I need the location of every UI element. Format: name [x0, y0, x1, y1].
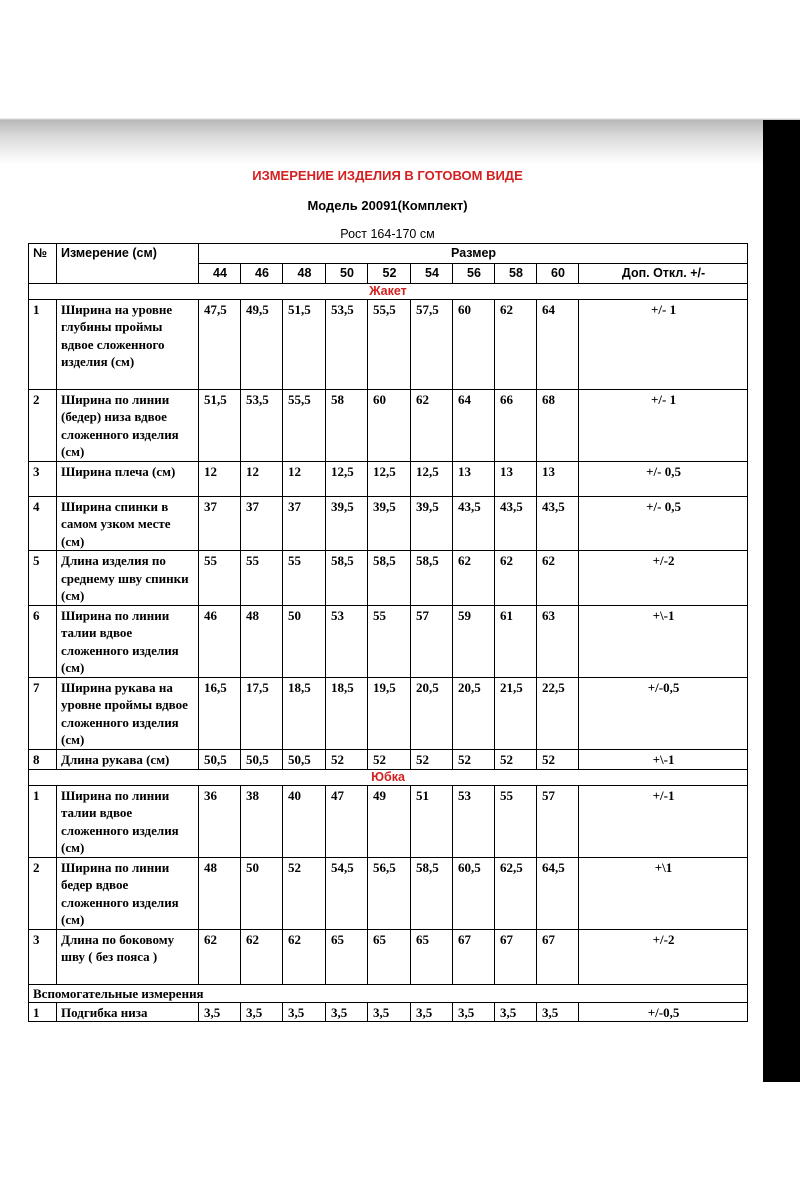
value-cell-56: 43,5 [453, 496, 495, 551]
tolerance-cell: +\-1 [579, 749, 748, 769]
value-cell-56: 53 [453, 785, 495, 857]
value-cell-54: 58,5 [411, 551, 453, 606]
tolerance-cell: +/-1 [579, 785, 748, 857]
tolerance-cell: +/-2 [579, 551, 748, 606]
value-cell-50: 54,5 [326, 857, 368, 929]
value-cell-48: 12 [283, 461, 326, 496]
value-cell-60: 67 [537, 929, 579, 984]
value-cell-58: 62,5 [495, 857, 537, 929]
value-cell-60: 64 [537, 299, 579, 389]
value-cell-54: 12,5 [411, 461, 453, 496]
value-cell-50: 53,5 [326, 299, 368, 389]
value-cell-50: 12,5 [326, 461, 368, 496]
value-cell-56: 59 [453, 605, 495, 677]
value-cell-50: 3,5 [326, 1002, 368, 1022]
value-cell-50: 18,5 [326, 677, 368, 749]
value-cell-44: 55 [199, 551, 241, 606]
value-cell-60: 13 [537, 461, 579, 496]
top-shadow [0, 0, 800, 165]
value-cell-58: 3,5 [495, 1002, 537, 1022]
measure-label: Ширина по линии талии вдвое сложенного изделия (см) [57, 605, 199, 677]
value-cell-46: 55 [241, 551, 283, 606]
value-cell-60: 57 [537, 785, 579, 857]
measure-label: Подгибка низа [57, 1002, 199, 1022]
value-cell-52: 55,5 [368, 299, 411, 389]
value-cell-60: 63 [537, 605, 579, 677]
size-header-50: 50 [326, 263, 368, 283]
row-number: 5 [29, 551, 57, 606]
table-row [29, 785, 748, 857]
col-no-header: № [29, 244, 57, 284]
measure-label: Ширина рукава на уровне проймы вдвое сложенного изделия (см) [57, 677, 199, 749]
model-label: Модель 20091(Комплект) [307, 198, 468, 213]
value-cell-60: 52 [537, 749, 579, 769]
value-cell-54: 65 [411, 929, 453, 984]
table-row [29, 299, 748, 389]
measure-label: Ширина по линии талии вдвое сложенного изделия (см) [57, 785, 199, 857]
value-cell-48: 50,5 [283, 749, 326, 769]
value-cell-44: 51,5 [199, 389, 241, 461]
value-cell-54: 58,5 [411, 857, 453, 929]
value-cell-50: 53 [326, 605, 368, 677]
size-header-58: 58 [495, 263, 537, 283]
value-cell-58: 52 [495, 749, 537, 769]
value-cell-52: 3,5 [368, 1002, 411, 1022]
col-measure-header: Измерение (см) [57, 244, 199, 284]
value-cell-56: 60 [453, 299, 495, 389]
value-cell-58: 21,5 [495, 677, 537, 749]
value-cell-52: 60 [368, 389, 411, 461]
value-cell-60: 22,5 [537, 677, 579, 749]
section-row [29, 283, 748, 299]
row-number: 2 [29, 857, 57, 929]
value-cell-52: 56,5 [368, 857, 411, 929]
row-number: 2 [29, 389, 57, 461]
value-cell-52: 65 [368, 929, 411, 984]
col-tolerance-header: Доп. Откл. +/- [579, 263, 748, 283]
measure-label: Длина изделия по среднему шву спинки (см) [57, 551, 199, 606]
value-cell-44: 46 [199, 605, 241, 677]
value-cell-54: 57 [411, 605, 453, 677]
table-row [29, 605, 748, 677]
tolerance-cell: +/- 1 [579, 389, 748, 461]
value-cell-44: 37 [199, 496, 241, 551]
value-cell-44: 62 [199, 929, 241, 984]
value-cell-58: 13 [495, 461, 537, 496]
value-cell-54: 3,5 [411, 1002, 453, 1022]
value-cell-48: 3,5 [283, 1002, 326, 1022]
value-cell-44: 50,5 [199, 749, 241, 769]
value-cell-54: 51 [411, 785, 453, 857]
value-cell-46: 50 [241, 857, 283, 929]
value-cell-56: 13 [453, 461, 495, 496]
row-number: 4 [29, 496, 57, 551]
value-cell-50: 47 [326, 785, 368, 857]
section-title: Юбка [29, 769, 748, 785]
value-cell-46: 3,5 [241, 1002, 283, 1022]
col-size-group-header: Размер [199, 244, 748, 264]
measure-label: Ширина по линии бедер вдвое сложенного изделия (см) [57, 857, 199, 929]
size-header-44: 44 [199, 263, 241, 283]
value-cell-54: 20,5 [411, 677, 453, 749]
measure-label: Длина рукава (см) [57, 749, 199, 769]
value-cell-44: 16,5 [199, 677, 241, 749]
value-cell-48: 62 [283, 929, 326, 984]
value-cell-54: 57,5 [411, 299, 453, 389]
value-cell-44: 3,5 [199, 1002, 241, 1022]
value-cell-46: 12 [241, 461, 283, 496]
height-range: Рост 164-170 см [340, 227, 435, 241]
size-header-48: 48 [283, 263, 326, 283]
measurement-table [28, 243, 748, 1022]
value-cell-44: 12 [199, 461, 241, 496]
size-header-60: 60 [537, 263, 579, 283]
table-row [29, 857, 748, 929]
value-cell-56: 62 [453, 551, 495, 606]
table-row [29, 389, 748, 461]
value-cell-44: 36 [199, 785, 241, 857]
value-cell-46: 49,5 [241, 299, 283, 389]
value-cell-54: 39,5 [411, 496, 453, 551]
measure-label: Ширина на уровне глубины проймы вдвое сложенного изделия (см) [57, 299, 199, 389]
value-cell-60: 3,5 [537, 1002, 579, 1022]
measure-label: Длина по боковому шву ( без пояса ) [57, 929, 199, 984]
value-cell-52: 12,5 [368, 461, 411, 496]
value-cell-48: 55,5 [283, 389, 326, 461]
table-row [29, 551, 748, 606]
row-number: 6 [29, 605, 57, 677]
value-cell-60: 62 [537, 551, 579, 606]
document-title: ИЗМЕРЕНИЕ ИЗДЕЛИЯ В ГОТОВОМ ВИДЕ [252, 168, 523, 183]
value-cell-50: 52 [326, 749, 368, 769]
tolerance-cell: +/- 0,5 [579, 461, 748, 496]
value-cell-56: 67 [453, 929, 495, 984]
value-cell-46: 53,5 [241, 389, 283, 461]
tolerance-cell: +/-0,5 [579, 1002, 748, 1022]
size-header-46: 46 [241, 263, 283, 283]
value-cell-46: 38 [241, 785, 283, 857]
value-cell-50: 39,5 [326, 496, 368, 551]
value-cell-60: 68 [537, 389, 579, 461]
value-cell-52: 52 [368, 749, 411, 769]
value-cell-58: 55 [495, 785, 537, 857]
row-number: 1 [29, 785, 57, 857]
size-header-52: 52 [368, 263, 411, 283]
value-cell-56: 52 [453, 749, 495, 769]
tolerance-cell: +/- 0,5 [579, 496, 748, 551]
value-cell-56: 3,5 [453, 1002, 495, 1022]
row-number: 1 [29, 1002, 57, 1022]
row-number: 7 [29, 677, 57, 749]
value-cell-58: 67 [495, 929, 537, 984]
value-cell-50: 65 [326, 929, 368, 984]
value-cell-58: 62 [495, 299, 537, 389]
value-cell-56: 60,5 [453, 857, 495, 929]
table-row [29, 677, 748, 749]
value-cell-56: 64 [453, 389, 495, 461]
aux-section-row [29, 984, 748, 1002]
header-row-1 [29, 244, 748, 264]
aux-section-title: Вспомогательные измерения [29, 984, 748, 1002]
value-cell-52: 55 [368, 605, 411, 677]
value-cell-48: 52 [283, 857, 326, 929]
value-cell-46: 17,5 [241, 677, 283, 749]
value-cell-48: 40 [283, 785, 326, 857]
value-cell-46: 37 [241, 496, 283, 551]
size-header-54: 54 [411, 263, 453, 283]
section-row [29, 769, 748, 785]
value-cell-58: 43,5 [495, 496, 537, 551]
measure-label: Ширина плеча (см) [57, 461, 199, 496]
value-cell-50: 58 [326, 389, 368, 461]
value-cell-52: 39,5 [368, 496, 411, 551]
row-number: 3 [29, 929, 57, 984]
value-cell-48: 18,5 [283, 677, 326, 749]
value-cell-48: 50 [283, 605, 326, 677]
tolerance-cell: +/- 1 [579, 299, 748, 389]
value-cell-52: 49 [368, 785, 411, 857]
value-cell-56: 20,5 [453, 677, 495, 749]
table-row [29, 496, 748, 551]
measure-label: Ширина по линии (бедер) низа вдвое сложенного изделия (см) [57, 389, 199, 461]
measure-label: Ширина спинки в самом узком месте (см) [57, 496, 199, 551]
value-cell-52: 58,5 [368, 551, 411, 606]
tolerance-cell: +/-2 [579, 929, 748, 984]
value-cell-60: 64,5 [537, 857, 579, 929]
tolerance-cell: +/-0,5 [579, 677, 748, 749]
value-cell-48: 51,5 [283, 299, 326, 389]
section-title: Жакет [29, 283, 748, 299]
value-cell-58: 66 [495, 389, 537, 461]
value-cell-54: 52 [411, 749, 453, 769]
value-cell-46: 48 [241, 605, 283, 677]
value-cell-58: 61 [495, 605, 537, 677]
value-cell-60: 43,5 [537, 496, 579, 551]
value-cell-46: 62 [241, 929, 283, 984]
value-cell-52: 19,5 [368, 677, 411, 749]
value-cell-46: 50,5 [241, 749, 283, 769]
value-cell-48: 37 [283, 496, 326, 551]
row-number: 8 [29, 749, 57, 769]
row-number: 1 [29, 299, 57, 389]
value-cell-48: 55 [283, 551, 326, 606]
value-cell-54: 62 [411, 389, 453, 461]
size-header-56: 56 [453, 263, 495, 283]
table-row [29, 1002, 748, 1022]
value-cell-58: 62 [495, 551, 537, 606]
row-number: 3 [29, 461, 57, 496]
table-row [29, 749, 748, 769]
right-edge-bar [763, 120, 800, 1082]
tolerance-cell: +\-1 [579, 605, 748, 677]
table-row [29, 461, 748, 496]
tolerance-cell: +\1 [579, 857, 748, 929]
table-row [29, 929, 748, 984]
value-cell-44: 47,5 [199, 299, 241, 389]
value-cell-44: 48 [199, 857, 241, 929]
value-cell-50: 58,5 [326, 551, 368, 606]
